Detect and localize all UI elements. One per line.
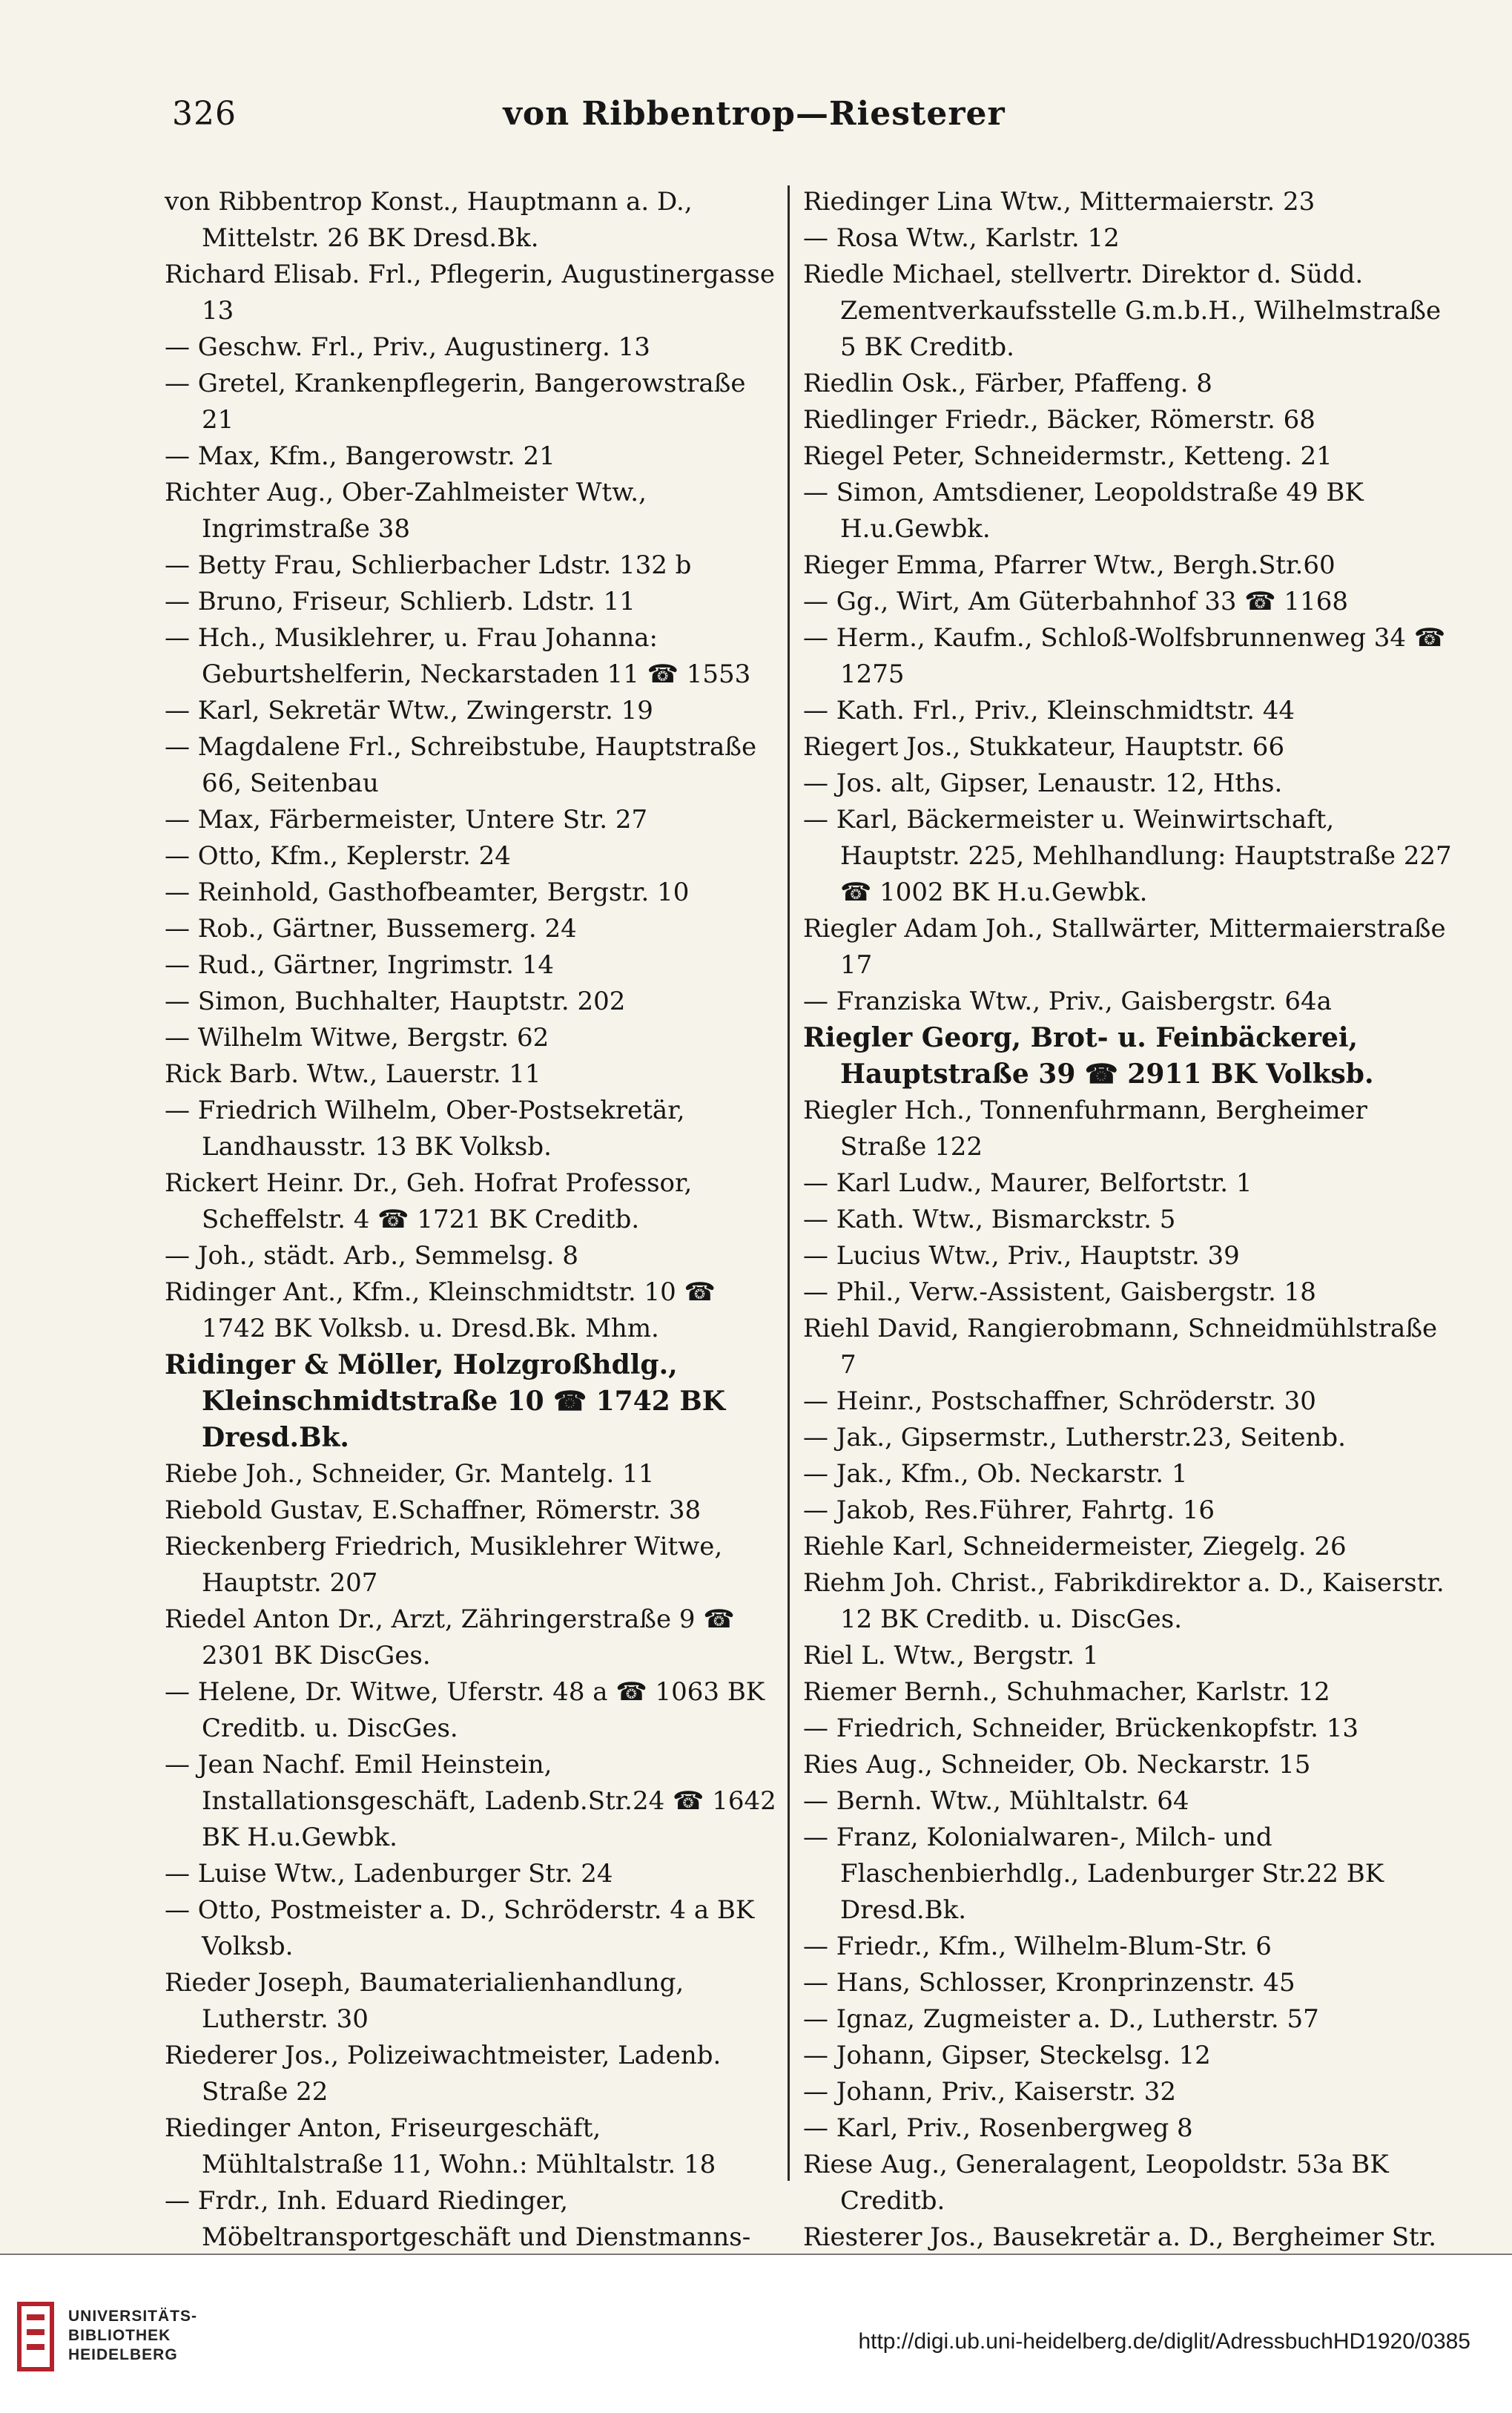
directory-entry: — Frdr., Inh. Eduard Riedinger, Möbeltransportgeschäft und Dienstmanns- <box>165 2186 751 2252</box>
directory-entry: — Rud., Gärtner, Ingrimstr. 14 <box>165 950 554 980</box>
running-title: von Ribbentrop—Riesterer <box>503 95 1006 133</box>
directory-entry: — Franziska Wtw., Priv., Gaisbergstr. 64a <box>803 987 1332 1016</box>
directory-entry: — Helene, Dr. Witwe, Uferstr. 48 a ☎ 1063 BK Creditb. u. DiscGes. <box>165 1677 765 1743</box>
directory-entry: — Rob., Gärtner, Bussemerg. 24 <box>165 914 577 944</box>
footer <box>0 2255 1512 2413</box>
directory-entry: Riehm Joh. Christ., Fabrikdirektor a. D., Kaiserstr. 12 BK Creditb. u. DiscGes. <box>803 1568 1445 1634</box>
directory-entry: Riegel Peter, Schneidermstr., Ketteng. 21 <box>803 441 1333 471</box>
directory-entry: — Karl, Bäckermeister u. Weinwirtschaft, Hauptstr. 225, Mehlhandlung: Hauptstraße 227 ☎ 1002 BK H.u.Gewbk. <box>803 805 1452 907</box>
directory-entry: Riese Aug., Generalagent, Leopoldstr. 53a BK Creditb. <box>803 2150 1389 2216</box>
directory-entry: — Max, Kfm., Bangerowstr. 21 <box>165 441 555 471</box>
directory-entry: Riebe Joh., Schneider, Gr. Mantelg. 11 <box>165 1459 655 1489</box>
directory-entry: — Heinr., Postschaffner, Schröderstr. 30 <box>803 1386 1316 1416</box>
directory-entry: — Kath. Frl., Priv., Kleinschmidtstr. 44 <box>803 696 1295 725</box>
directory-entry: — Kath. Wtw., Bismarckstr. 5 <box>803 1205 1176 1234</box>
page-header <box>172 95 1336 154</box>
directory-entry: — Johann, Priv., Kaiserstr. 32 <box>803 2077 1176 2107</box>
directory-entry: Rieder Joseph, Baumaterialienhandlung, Lutherstr. 30 <box>165 1968 684 2034</box>
directory-entry: — Hch., Musiklehrer, u. Frau Johanna: Geburtshelferin, Neckarstaden 11 ☎ 1553 <box>165 623 751 689</box>
directory-entry: — Karl Ludw., Maurer, Belfortstr. 1 <box>803 1168 1252 1198</box>
directory-entry: — Jos. alt, Gipser, Lenaustr. 12, Hths. <box>803 768 1283 798</box>
directory-entry: Ridinger & Möller, Holzgroßhdlg., Kleinschmidtstraße 10 ☎ 1742 BK Dresd.Bk. <box>165 1349 726 1453</box>
directory-entry: Riesterer Jos., Bausekretär a. D., Bergheimer Str. <box>803 2222 1437 2252</box>
directory-entry: — Gg., Wirt, Am Güterbahnhof 33 ☎ 1168 <box>803 587 1348 616</box>
directory-entry: — Gretel, Krankenpflegerin, Bangerowstraße 21 <box>165 369 746 435</box>
directory-entry: — Otto, Postmeister a. D., Schröderstr. 4 a BK Volksb. <box>165 1895 755 1961</box>
directory-entry: Riedlinger Friedr., Bäcker, Römerstr. 68 <box>803 405 1315 435</box>
directory-entry: — Jak., Gipsermstr., Lutherstr.23, Seitenb. <box>803 1423 1346 1452</box>
directory-entry: — Friedrich Wilhelm, Ober-Postsekretär, Landhausstr. 13 BK Volksb. <box>165 1096 685 1162</box>
directory-entry: Riegler Adam Joh., Stallwärter, Mittermaierstraße 17 <box>803 914 1446 980</box>
directory-entry: — Geschw. Frl., Priv., Augustinerg. 13 <box>165 332 650 362</box>
directory-entry: — Phil., Verw.-Assistent, Gaisbergstr. 18 <box>803 1277 1316 1307</box>
library-name-line-2: BIBLIOTHEK <box>68 2327 171 2344</box>
directory-entry: — Magdalene Frl., Schreibstube, Hauptstraße 66, Seitenbau <box>165 732 757 798</box>
directory-entry: — Reinhold, Gasthofbeamter, Bergstr. 10 <box>165 878 690 907</box>
column-divider <box>788 185 790 2181</box>
directory-entry: Riedel Anton Dr., Arzt, Zähringerstraße 9 ☎ 2301 BK DiscGes. <box>165 1604 735 1670</box>
directory-entry: Riegert Jos., Stukkateur, Hauptstr. 66 <box>803 732 1285 762</box>
directory-entry: Riehle Karl, Schneidermeister, Ziegelg. 26 <box>803 1532 1347 1561</box>
directory-entry: — Jakob, Res.Führer, Fahrtg. 16 <box>803 1495 1215 1525</box>
directory-entry: Rickert Heinr. Dr., Geh. Hofrat Professor, Scheffelstr. 4 ☎ 1721 BK Creditb. <box>165 1168 693 1234</box>
directory-entry: — Herm., Kaufm., Schloß-Wolfsbrunnenweg 34 ☎ 1275 <box>803 623 1446 689</box>
directory-entry: — Bernh. Wtw., Mühltalstr. 64 <box>803 1786 1189 1816</box>
directory-entry: Ridinger Ant., Kfm., Kleinschmidtstr. 10 ☎ 1742 BK Volksb. u. Dresd.Bk. Mhm. <box>165 1277 716 1343</box>
library-name <box>68 2307 197 2365</box>
directory-entry: — Simon, Buchhalter, Hauptstr. 202 <box>165 987 626 1016</box>
directory-entry: — Johann, Gipser, Steckelsg. 12 <box>803 2041 1211 2070</box>
directory-entry: Rieckenberg Friedrich, Musiklehrer Witwe, Hauptstr. 207 <box>165 1532 723 1598</box>
directory-entry: Riedlin Osk., Färber, Pfaffeng. 8 <box>803 369 1212 398</box>
directory-entry: — Max, Färbermeister, Untere Str. 27 <box>165 805 648 834</box>
directory-entry: — Simon, Amtsdiener, Leopoldstraße 49 BK H.u.Gewbk. <box>803 478 1364 544</box>
directory-entry: Riel L. Wtw., Bergstr. 1 <box>803 1641 1099 1670</box>
directory-entry: — Karl, Sekretär Wtw., Zwingerstr. 19 <box>165 696 653 725</box>
directory-entry: Rieger Emma, Pfarrer Wtw., Bergh.Str.60 <box>803 550 1336 580</box>
directory-entry: Riedle Michael, stellvertr. Direktor d. Südd. Zementverkaufsstelle G.m.b.H., Wilhelmstraße 5 BK Creditb. <box>803 260 1442 362</box>
page-number: 326 <box>172 95 237 133</box>
directory-entry: — Lucius Wtw., Priv., Hauptstr. 39 <box>803 1241 1240 1271</box>
directory-entry: Riehl David, Rangierobmann, Schneidmühlstraße 7 <box>803 1314 1438 1380</box>
directory-entry: — Otto, Kfm., Keplerstr. 24 <box>165 841 511 871</box>
source-url[interactable]: http://digi.ub.uni-heidelberg.de/diglit/AdressbuchHD1920/0385 <box>858 2329 1470 2354</box>
directory-entry: — Bruno, Friseur, Schlierb. Ldstr. 11 <box>165 587 635 616</box>
directory-entry: Riemer Bernh., Schuhmacher, Karlstr. 12 <box>803 1677 1330 1707</box>
directory-entry: — Betty Frau, Schlierbacher Ldstr. 132 b <box>165 550 692 580</box>
directory-entry: Riederer Jos., Polizeiwachtmeister, Ladenb. Straße 22 <box>165 2041 722 2107</box>
directory-entry: Ries Aug., Schneider, Ob. Neckarstr. 15 <box>803 1750 1311 1780</box>
library-name-line-3: HEIDELBERG <box>68 2346 178 2363</box>
directory-entry: — Wilhelm Witwe, Bergstr. 62 <box>165 1023 549 1053</box>
directory-entry: — Ignaz, Zugmeister a. D., Lutherstr. 57 <box>803 2004 1319 2034</box>
right-column <box>803 184 1456 2292</box>
directory-entry: Rick Barb. Wtw., Lauerstr. 11 <box>165 1059 541 1089</box>
directory-entry: Richard Elisab. Frl., Pflegerin, Augustinergasse 13 <box>165 260 775 326</box>
left-column <box>165 184 780 2328</box>
library-logo-icon <box>16 2300 58 2374</box>
directory-entry: — Franz, Kolonialwaren-, Milch- und Flaschenbierhdlg., Ladenburger Str.22 BK Dresd.Bk. <box>803 1823 1384 1925</box>
directory-entry: — Friedrich, Schneider, Brückenkopfstr. 13 <box>803 1714 1359 1743</box>
directory-entry: — Jean Nachf. Emil Heinstein, Installationsgeschäft, Ladenb.Str.24 ☎ 1642 BK H.u.Gewbk. <box>165 1750 776 1852</box>
directory-entry: — Karl, Priv., Rosenbergweg 8 <box>803 2113 1193 2143</box>
directory-entry: Riegler Hch., Tonnenfuhrmann, Bergheimer Straße 122 <box>803 1096 1367 1162</box>
directory-entry: Riedinger Lina Wtw., Mittermaierstr. 23 <box>803 187 1315 217</box>
directory-entry: — Rosa Wtw., Karlstr. 12 <box>803 223 1120 253</box>
directory-entry: Riedinger Anton, Friseurgeschäft, Mühltalstraße 11, Wohn.: Mühltalstr. 18 <box>165 2113 716 2179</box>
directory-entry: Richter Aug., Ober-Zahlmeister Wtw., Ingrimstraße 38 <box>165 478 647 544</box>
directory-entry: — Friedr., Kfm., Wilhelm-Blum-Str. 6 <box>803 1932 1272 1961</box>
library-name-line-1: UNIVERSITÄTS- <box>68 2308 198 2325</box>
directory-entry: — Joh., städt. Arb., Semmelsg. 8 <box>165 1241 578 1271</box>
directory-entry: von Ribbentrop Konst., Hauptmann a. D., Mittelstr. 26 BK Dresd.Bk. <box>165 187 693 253</box>
directory-entry: Riegler Georg, Brot- u. Feinbäckerei, Hauptstraße 39 ☎ 2911 BK Volksb. <box>803 1022 1374 1090</box>
directory-entry: Riebold Gustav, E.Schaffner, Römerstr. 38 <box>165 1495 701 1525</box>
directory-entry: — Jak., Kfm., Ob. Neckarstr. 1 <box>803 1459 1188 1489</box>
directory-entry: — Hans, Schlosser, Kronprinzenstr. 45 <box>803 1968 1295 1998</box>
directory-entry: — Luise Wtw., Ladenburger Str. 24 <box>165 1859 613 1889</box>
